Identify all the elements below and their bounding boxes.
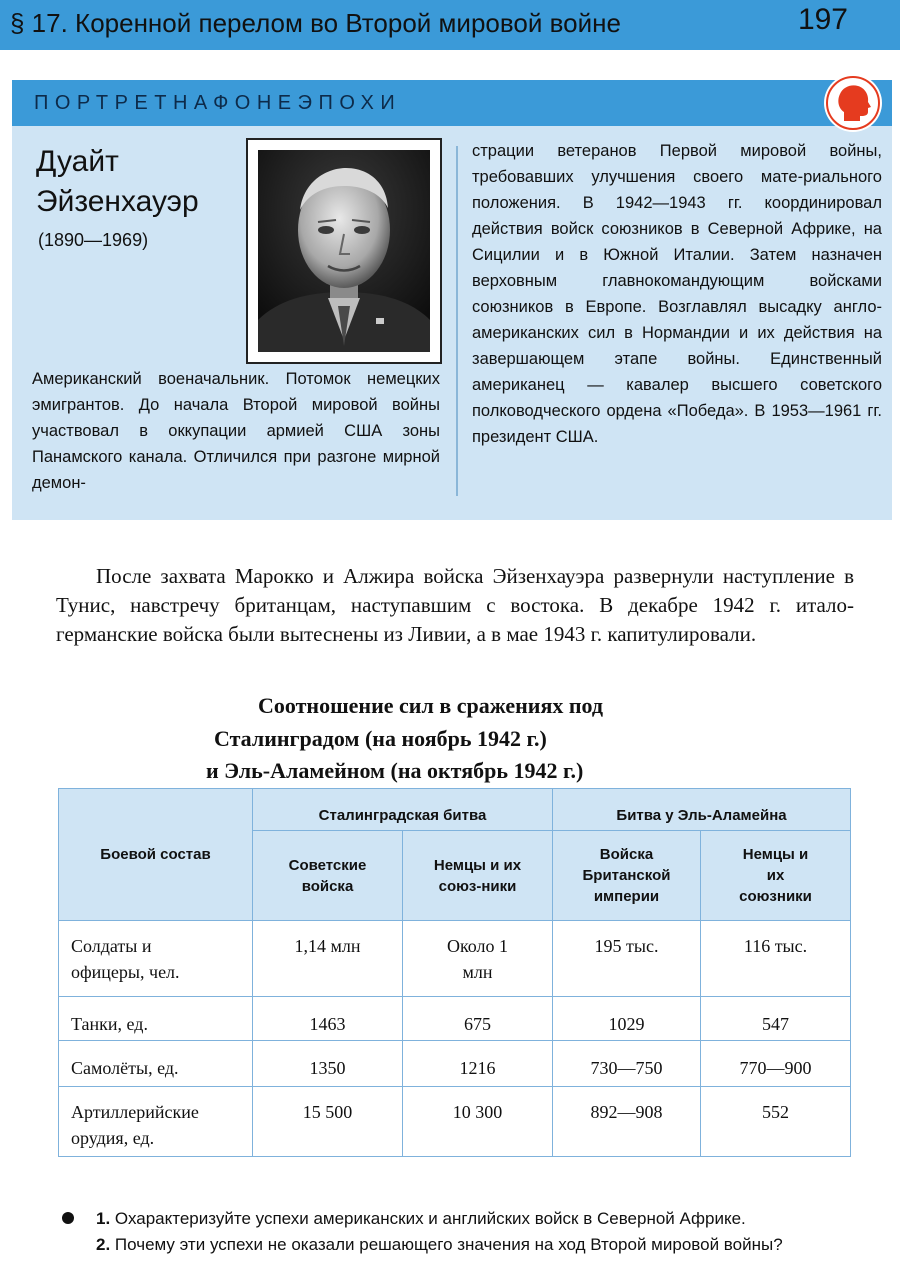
table-row [59,921,851,997]
table-row [59,1041,851,1087]
question-number: 2. [96,1235,111,1254]
question-item [96,1232,852,1258]
header-el-alamein: Битва у Эль-Аламейна [553,789,851,831]
table-row [59,997,851,1041]
person-years: (1890—1969) [38,230,149,250]
portrait-photo-frame [246,138,442,364]
header-germans-stalingrad: Немцы и их союз-ники [403,831,553,921]
table-title-line-2: Сталинградом (на ноябрь 1942 г.) [214,726,547,751]
body-paragraph: После захвата Марокко и Алжира войска Эйзенхауэра развернули наступление в Тунис, навстречу британцам, наступавшим с востока. В декабре 1942 г. итало-германские войска были вытеснены из Ливии, а в мае 1943 г. капитулировали. [56,564,854,646]
cell-british: 1029 [553,997,701,1041]
page-header [0,0,900,50]
row-label: Артиллерийские орудия, ед. [59,1087,253,1157]
question-text: Охарактеризуйте успехи американских и английских войск в Северной Африке. [114,1209,746,1228]
portrait-band-title: ПОРТРЕТНАФОНЕЭПОХИ [34,92,402,114]
question-item [96,1206,852,1232]
row-label: Танки, ед. [59,997,253,1041]
portrait-photo [258,150,430,352]
cell-soviet: 1,14 млн [253,921,403,997]
header-british-empire: Войска Британской империи [553,831,701,921]
questions-block [96,1206,852,1258]
person-first-name: Дуайт [36,145,119,178]
cell-germans-stalingrad: 10 300 [403,1087,553,1157]
questions-bullet [62,1212,74,1224]
cell-germans-stalingrad: Около 1 млн [403,921,553,997]
cell-soviet: 1350 [253,1041,403,1087]
forces-table [58,788,851,1157]
column-divider [456,146,458,496]
header-combat-composition: Боевой состав [59,789,253,921]
cell-germans-stalingrad: 1216 [403,1041,553,1087]
page-number: 197 [797,3,848,36]
portrait-text-right: страции ветеранов Первой мировой войны, требовавших улучшения своего мате-риального положения. В 1942—1943 гг. координировал действия войск союзников в Северной Африке, на Сицилии и в Южной Италии. Затем назначен верховным главнокомандующим войсками союзников в Европе. Возглавлял высадку англо-американских сил в Нормандии и их действия на завершающем этапе войны. Единственный американец — кавалер высшего советского полководческого ордена «Победа». В 1953—1961 гг. президент США. [472,142,882,446]
portrait-band [12,80,892,126]
header-germans-alamein: Немцы и их союзники [701,831,851,921]
person-name [36,142,246,222]
cell-british: 892—908 [553,1087,701,1157]
row-label: Солдаты и офицеры, чел. [59,921,253,997]
question-number: 1. [96,1209,111,1228]
cell-germans-alamein: 116 тыс. [701,921,851,997]
cell-british: 730—750 [553,1041,701,1087]
cell-british: 195 тыс. [553,921,701,997]
cell-germans-stalingrad: 675 [403,997,553,1041]
header-soviet-troops: Советские войска [253,831,403,921]
portrait-box [12,80,892,520]
header-stalingrad: Сталинградская битва [253,789,553,831]
chapter-title: § 17. Коренной перелом во Второй мировой войне [10,8,621,38]
table-row [59,1087,851,1157]
cell-germans-alamein: 552 [701,1087,851,1157]
cell-germans-alamein: 547 [701,997,851,1041]
portrait-text-left: Американский военачальник. Потомок немецких эмигрантов. До начала Второй мировой войны участвовал в оккупации армией США зоны Панамского канала. Отличился при разгоне мирной демон- [32,370,440,492]
table-title-line-1: Соотношение сил в сражениях под [258,693,604,718]
person-last-name: Эйзенхауэр [36,185,199,218]
table-title-line-3: и Эль-Аламейном (на октябрь 1942 г.) [206,758,584,783]
human-head-profile-icon [824,74,882,132]
cell-germans-alamein: 770—900 [701,1041,851,1087]
cell-soviet: 15 500 [253,1087,403,1157]
question-text: Почему эти успехи не оказали решающего значения на ход Второй мировой войны? [114,1235,783,1254]
cell-soviet: 1463 [253,997,403,1041]
row-label: Самолёты, ед. [59,1041,253,1087]
